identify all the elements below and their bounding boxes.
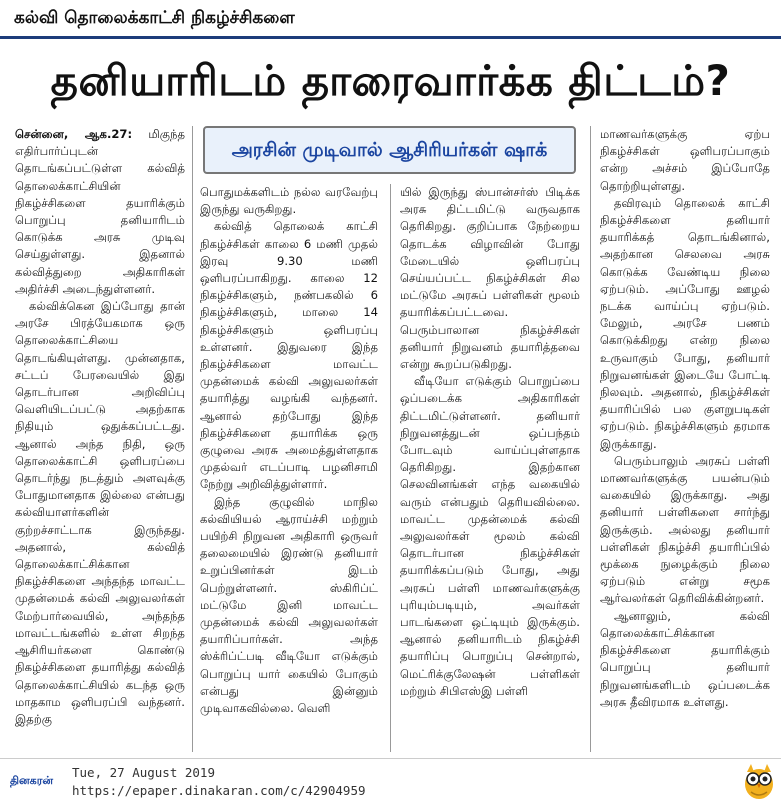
article-column-1 [15,126,185,752]
publication-date: Tue, 27 August 2019 [72,765,215,780]
paragraph: பெரும்பாலும் அரசுப் பள்ளி மாணவர்களுக்கு பயன்படும் வகையில் இருக்காது. அது தனியார் பள்ளிகளை சார்ந்து இருக்கும். அல்லது தனியார் பள்ளிகள் நிகழ்ச்சி தயாரிப்பில் மூக்கை நுழைக்கும் நிலை ஏற்படும் என்று சமூக ஆர்வலர்கள் தெரிவிக்கின்றனர். [600,453,770,606]
subheadline: அரசின் முடிவால் ஆசிரியர்கள் ஷாக் [231,139,548,161]
paragraph: மாணவர்களுக்கு ஏற்ப நிகழ்ச்சிகள் ஒளிபரப்பாகும் என்ற அச்சம் இப்போதே தொற்றியுள்ளது. [600,127,770,193]
paragraph: இந்த குழுவில் மாநில கல்வியியல் ஆராய்ச்சி மற்றும் பயிற்சி நிறுவன அதிகாரி ஒருவர் தலைமையில் இரண்டு தனியார் உறுப்பினர்கள் இடம் பெற்றுள்ளனர். ஸ்கிரிப்ட் மட்டுமே இனி மாவட்ட முதன்மைக் கல்வி அலுவலர்கள் தயாரிப்பார்கள். அந்த ஸ்க்ரிப்ட்படி வீடியோ எடுக்கும் பொறுப்பு யார் கையில் போகும் என்பது இன்னும் முடிவாகவில்லை. வெளி [200,494,378,716]
column-divider [192,126,193,752]
paragraph: ஆனாலும், கல்வி தொலைக்காட்சிக்கான நிகழ்ச்சிகளை தயாரிக்கும் பொறுப்பு தனியார் நிறுவனங்களிடம் ஒப்படைக்க அரசு தீவிரமாக உள்ளது. [600,608,770,709]
newspaper-logo: தினகரன் [10,774,54,787]
kicker-divider [0,36,781,39]
paragraph: தவிரவும் தொலைக் காட்சி நிகழ்ச்சிகளை தனியார் தயாரிக்கத் தொடங்கினால், அதற்கான செலவை அரசு கொடுக்க வேண்டிய நிலை ஏற்படும். அப்போது ஊழல் நடக்க வாய்ப்பு ஏற்படும். மேலும், அரசே பணம் கொடுக்கிறது என்ற நிலை உருவாகும் போது, தனியார் நிறுவனங்கள் இடையே போட்டி நிலவும். அதனால், நிகழ்ச்சிகள் தயாரிப்பில் பல குளறுபடிகள் ஏற்படும். நிகழ்ச்சிகளும் தரமாக இருக்காது. [600,195,770,451]
column-divider [390,184,391,752]
article-column-2 [200,184,378,752]
paragraph: கல்வித் தொலைக் காட்சி நிகழ்ச்சிகள் காலை 6 மணி முதல் இரவு 9.30 மணி ஒளிபரப்பாகிறது. காலை 12 நிகழ்ச்சிகளும், நண்பகலில் 6 நிகழ்ச்சிகளும், மாலை 14 நிகழ்ச்சிகளும் ஒளிபரப்பு உள்ளனர். இதுவரை இந்த நிகழ்ச்சிகளை மாவட்ட முதன்மைக் கல்வி அலுவலர்கள் தயாரித்து வழங்கி வந்தனர். ஆனால் தற்போது இந்த நிகழ்ச்சிகளை தயாரிக்க ஒரு குழுவை அரசு அமைத்துள்ளதாக முதல்வர் எடப்பாடி பழனிசாமி நேற்று அறிவித்துள்ளார். [200,219,378,492]
paragraph: பொதுமக்களிடம் நல்ல வரவேற்பு இருந்து வருகிறது. [200,185,378,217]
source-url[interactable]: https://epaper.dinakaran.com/c/42904959 [72,783,366,798]
kicker: கல்வி தொலைக்காட்சி நிகழ்ச்சிகளை [14,8,295,28]
column-divider [590,126,591,752]
headline: தனியாரிடம் தாரைவார்க்க திட்டம்? [50,56,731,105]
owl-mascot-icon [742,762,776,800]
article-column-3 [400,184,580,752]
footer-divider [0,758,781,759]
article-column-4 [600,126,770,752]
paragraph: சென்னை, ஆக.27: மிகுந்த எதிர்பார்ப்புடன் தொடங்கப்பட்டுள்ள கல்வித் தொலைக்காட்சியின் நிகழ்ச்சிகளை தயாரிக்கும் பொறுப்பு தனியாரிடம் கொடுக்க அரசு முடிவு செய்துள்ளது. இதனால் கல்வித்துறை அதிகாரிகள் அதிர்ச்சி அடைந்துள்ளனர். [15,127,185,296]
paragraph: யில் இருந்து ஸ்பான்சர்ஸ் பிடிக்க அரசு திட்டமிட்டு வருவதாக தெரிகிறது. குறிப்பாக நேற்றைய தொடக்க விழாவின் போது மேடையில் ஒளிபரப்பு செய்யப்பட்ட நிகழ்ச்சிகள் சில மட்டுமே அரசுப் பள்ளிகள் மூலம் தயாரிக்கப்பட்டவை. பெரும்பாலான நிகழ்ச்சிகள் தனியார் நிறுவனம் தயாரித்தவை என்று கூறப்படுகிறது. [400,185,580,372]
dateline: சென்னை, ஆக.27: [15,127,133,141]
paragraph: கல்விக்கென இப்போது தான் அரசே பிரத்யேகமாக ஒரு தொலைக்காட்சியை தொடங்கியுள்ளது. முன்னதாக, சட்டப் பேரவையில் இது தொடர்பான அறிவிப்பு வெளியிடப்பட்டு அதற்காக நிதியும் ஒதுக்கப்பட்டது. ஆனால் அந்த நிதி, ஒரு தொலைக்காட்சி ஒளிபரப்பை தொடர்ந்து நடத்தும் அளவுக்கு போதுமானதாக இல்லை என்பது கல்வியாளர்களின் குற்றச்சாட்டாக இருந்தது. அதனால், கல்வித் தொலைக்காட்சிக்கான நிகழ்ச்சிகளை அந்தந்த மாவட்ட முதன்மைக் கல்வி அலுவலர்கள் மேற்பார்வையில், அந்தந்த மாவட்டங்களில் உள்ள சிறந்த ஆசிரியர்களை கொண்டு நிகழ்ச்சிகளை தயாரித்து கல்வித் தொலைக்காட்சியில் கடந்த ஒரு மாதகாம ஒளிபரப்பி வந்தனர். இதற்கு [15,299,185,726]
footer-meta [72,764,366,800]
paragraph: வீடியோ எடுக்கும் பொறுப்பை ஒப்படைக்க அதிகாரிகள் திட்டமிட்டுள்ளனர். தனியார் நிறுவனத்துடன் ஒப்பந்தம் போடவும் வாய்ப்புள்ளதாக தெரிகிறது. இதற்கான செலவினங்கள் எந்த வகையில் வரும் என்பதும் தெரியவில்லை. மாவட்ட முதன்மைக் கல்வி அலுவலர்கள் மூலம் கல்வி தொடர்பான நிகழ்ச்சிகள் தயாரிக்கப்படும் போது, அது அரசுப் பள்ளி மாணவர்களுக்கு புரியும்படியும், அவர்கள் பாடங்களை ஒட்டியும் இருக்கும். ஆனால் தனியாரிடம் நிகழ்ச்சி தயாரிப்பு பொறுப்பு சென்றால், மெட்ரிக்குலேஷன் பள்ளிகள் மற்றும் சிபிஎஸ்இ பள்ளி [400,374,580,698]
subheadline-box [203,126,576,174]
